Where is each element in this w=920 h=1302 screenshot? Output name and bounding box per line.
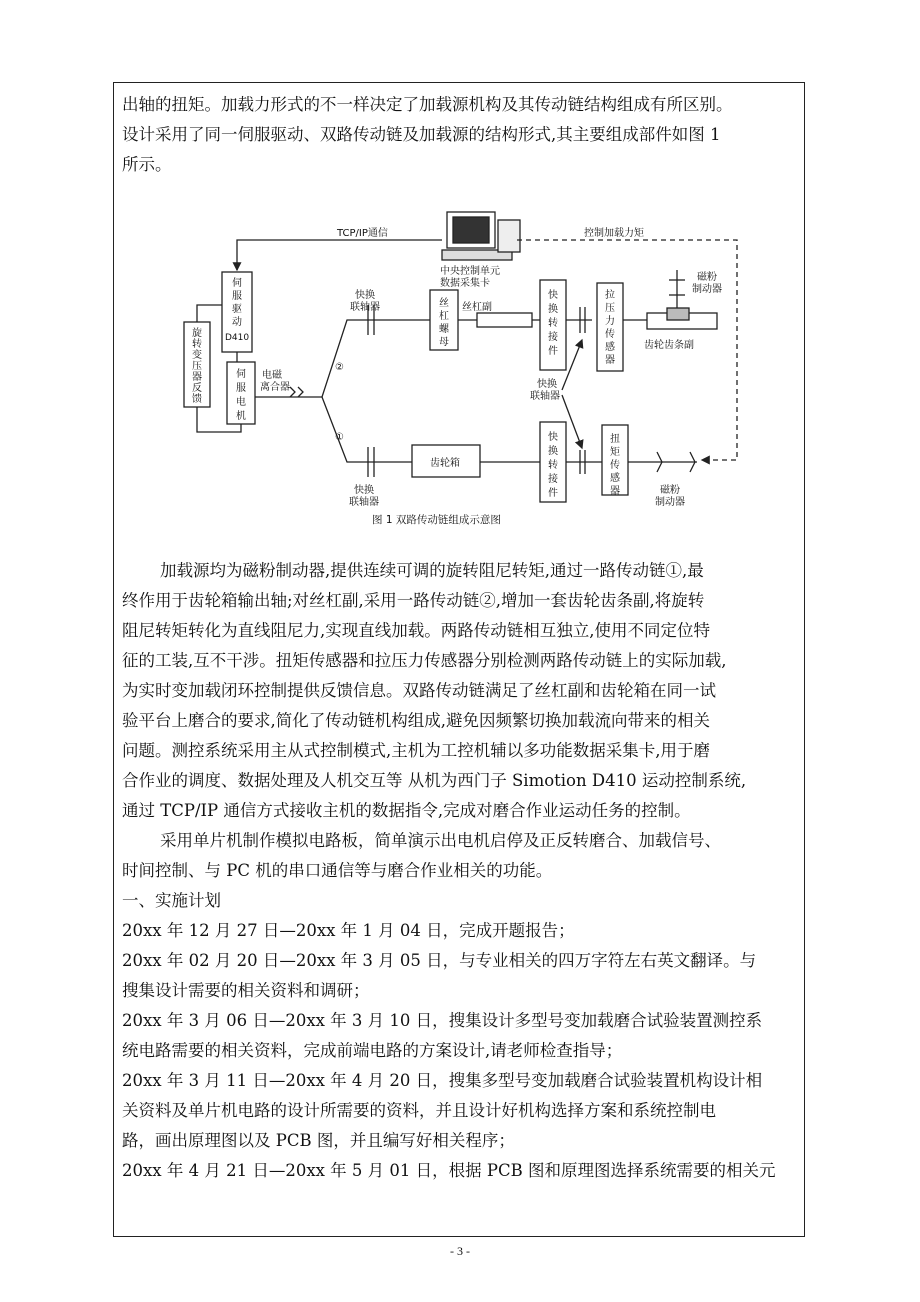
text-line: 终作用于齿轮箱输出轴;对丝杠副,采用一路传动链②,增加一套齿轮齿条副,将旋转 <box>122 591 705 610</box>
servo-drive-char: 驱 <box>232 304 242 315</box>
daq-card-label: 数据采集卡 <box>440 278 490 289</box>
resolver-char: 变 <box>192 350 202 361</box>
text-line: 统电路需要的相关资料，完成前端电路的方案设计,请老师检查指导； <box>122 1041 623 1060</box>
section-title: 一、实施计划 <box>122 891 221 910</box>
brake-label: 制动器 <box>655 497 685 508</box>
clutch-label: 电磁 <box>262 370 282 381</box>
computer-icon <box>442 212 520 260</box>
torque-sensor-char: 矩 <box>610 447 620 458</box>
text-line: 通过 TCP/IP 通信方式接收主机的数据指令,完成对磨合作业运动任务的控制。 <box>122 801 691 820</box>
text-line: 20xx 年 12 月 27 日—20xx 年 1 月 04 日，完成开题报告； <box>122 921 575 940</box>
tension-sensor-char: 力 <box>605 316 615 327</box>
servo-motor-char: 机 <box>236 411 246 422</box>
resolver-char: 压 <box>192 361 202 372</box>
brake-label: 制动器 <box>692 284 722 295</box>
brake-label: 磁粉 <box>697 272 717 283</box>
resolver-char: 馈 <box>192 394 202 405</box>
text-line: 加载源均为磁粉制动器,提供连续可调的旋转阻尼转矩,通过一路传动链①,最 <box>160 561 704 580</box>
adapter-char: 接 <box>548 332 558 343</box>
text-line: 20xx 年 3 月 11 日—20xx 年 4 月 20 日，搜集多型号变加载磨合试验装置机构设计相 <box>122 1071 763 1090</box>
servo-motor-char: 电 <box>236 397 246 408</box>
text-line: 路，画出原理图以及 PCB 图，并且编写好相关程序； <box>122 1131 515 1150</box>
tcp-label: TCP/IP通信 <box>337 228 388 239</box>
transmission-diagram <box>172 200 752 530</box>
gearbox-label: 齿轮箱 <box>430 458 460 469</box>
figure-caption: 图 1 双路传动链组成示意图 <box>372 514 501 526</box>
adapter-char: 接 <box>548 474 558 485</box>
clutch-label: 离合器 <box>260 382 290 393</box>
text-line: 20xx 年 3 月 06 日—20xx 年 3 月 10 日，搜集设计多型号变加载磨合试验装置测控系 <box>122 1011 763 1030</box>
body-paragraph <box>122 556 798 1186</box>
torque-sensor-char: 感 <box>610 473 620 484</box>
torque-sensor-char: 传 <box>610 460 620 471</box>
nut-char: 母 <box>439 337 449 348</box>
tension-sensor-char: 拉 <box>605 290 615 301</box>
nut-char: 丝 <box>439 298 449 309</box>
path-1-marker: ① <box>335 432 344 443</box>
central-unit-label: 中央控制单元 <box>440 266 500 277</box>
text-line: 采用单片机制作模拟电路板，简单演示出电机启停及正反转磨合、加载信号、 <box>160 831 721 850</box>
adapter-char: 件 <box>548 346 558 357</box>
text-line: 征的工装,互不干涉。扭矩传感器和拉压力传感器分别检测两路传动链上的实际加载, <box>122 651 727 670</box>
tension-sensor-char: 器 <box>605 355 615 366</box>
servo-motor-char: 服 <box>236 383 246 394</box>
servo-motor-char: 伺 <box>236 369 246 380</box>
tension-sensor-char: 压 <box>605 303 615 314</box>
coupling-label: 快换 <box>355 290 375 301</box>
path-2-marker: ② <box>335 362 344 373</box>
coupling-label: 快换 <box>354 485 374 496</box>
screw-pair-label: 丝杠副 <box>462 302 492 313</box>
adapter-char: 件 <box>548 488 558 499</box>
control-force-label: 控制加载力矩 <box>584 228 644 239</box>
text-line: 合作业的调度、数据处理及人机交互等 从机为西门子 Simotion D410 运动控制系统, <box>122 771 747 790</box>
text-line: 搜集设计需要的相关资料和调研； <box>122 981 370 1000</box>
page-number: - 3 - <box>450 1244 470 1258</box>
coupling-label: 联轴器 <box>350 302 380 313</box>
text-line: 为实时变加载闭环控制提供反馈信息。双路传动链满足了丝杠副和齿轮箱在同一试 <box>122 681 716 700</box>
intro-paragraph <box>122 90 798 180</box>
adapter-char: 换 <box>548 446 558 457</box>
text-line: 验平台上磨合的要求,简化了传动链机构组成,避免因频繁切换加载流向带来的相关 <box>122 711 710 730</box>
nut-char: 螺 <box>439 324 449 335</box>
text-line: 20xx 年 02 月 20 日—20xx 年 3 月 05 日，与专业相关的四万字符左右英文翻译。与 <box>122 951 757 970</box>
servo-drive-char: D410 <box>224 333 250 343</box>
text-line: 时间控制、与 PC 机的串口通信等与磨合作业相关的功能。 <box>122 861 553 880</box>
text-line: 关资料及单片机电路的设计所需要的资料，并且设计好机构选择方案和系统控制电 <box>122 1101 716 1120</box>
brake-label: 磁粉 <box>660 485 680 496</box>
text-line: 设计采用了同一伺服驱动、双路传动链及加载源的结构形式,其主要组成部件如图 1 <box>122 125 721 144</box>
adapter-char: 转 <box>548 318 558 329</box>
adapter-char: 快 <box>548 432 558 443</box>
tension-sensor-char: 传 <box>605 329 615 340</box>
servo-drive-char: 动 <box>232 317 242 328</box>
adapter-char: 换 <box>548 304 558 315</box>
tension-sensor-char: 感 <box>605 342 615 353</box>
coupling-label: 联轴器 <box>530 391 560 402</box>
servo-drive-char: 伺 <box>232 278 242 289</box>
adapter-char: 转 <box>548 460 558 471</box>
text-line: 所示。 <box>122 155 172 174</box>
servo-drive-char: 服 <box>232 291 242 302</box>
resolver-char: 旋 <box>192 328 202 339</box>
resolver-char: 转 <box>192 339 202 350</box>
gear-rack-label: 齿轮齿条副 <box>644 340 694 351</box>
text-line: 出轴的扭矩。加载力形式的不一样决定了加载源机构及其传动链结构组成有所区别。 <box>122 95 733 114</box>
text-line: 阻尼转矩转化为直线阻尼力,实现直线加载。两路传动链相互独立,使用不同定位特 <box>122 621 710 640</box>
torque-sensor-char: 器 <box>610 486 620 497</box>
coupling-label: 快换 <box>537 379 557 390</box>
resolver-char: 器 <box>192 372 202 383</box>
torque-sensor-char: 扭 <box>610 434 620 445</box>
resolver-char: 反 <box>192 383 202 394</box>
coupling-label: 联轴器 <box>349 497 379 508</box>
adapter-char: 快 <box>548 290 558 301</box>
nut-char: 杠 <box>439 311 449 322</box>
text-line: 问题。测控系统采用主从式控制模式,主机为工控机辅以多功能数据采集卡,用于磨 <box>122 741 710 760</box>
text-line: 20xx 年 4 月 21 日—20xx 年 5 月 01 日，根据 PCB 图和原理图选择系统需要的相关元 <box>122 1161 776 1180</box>
